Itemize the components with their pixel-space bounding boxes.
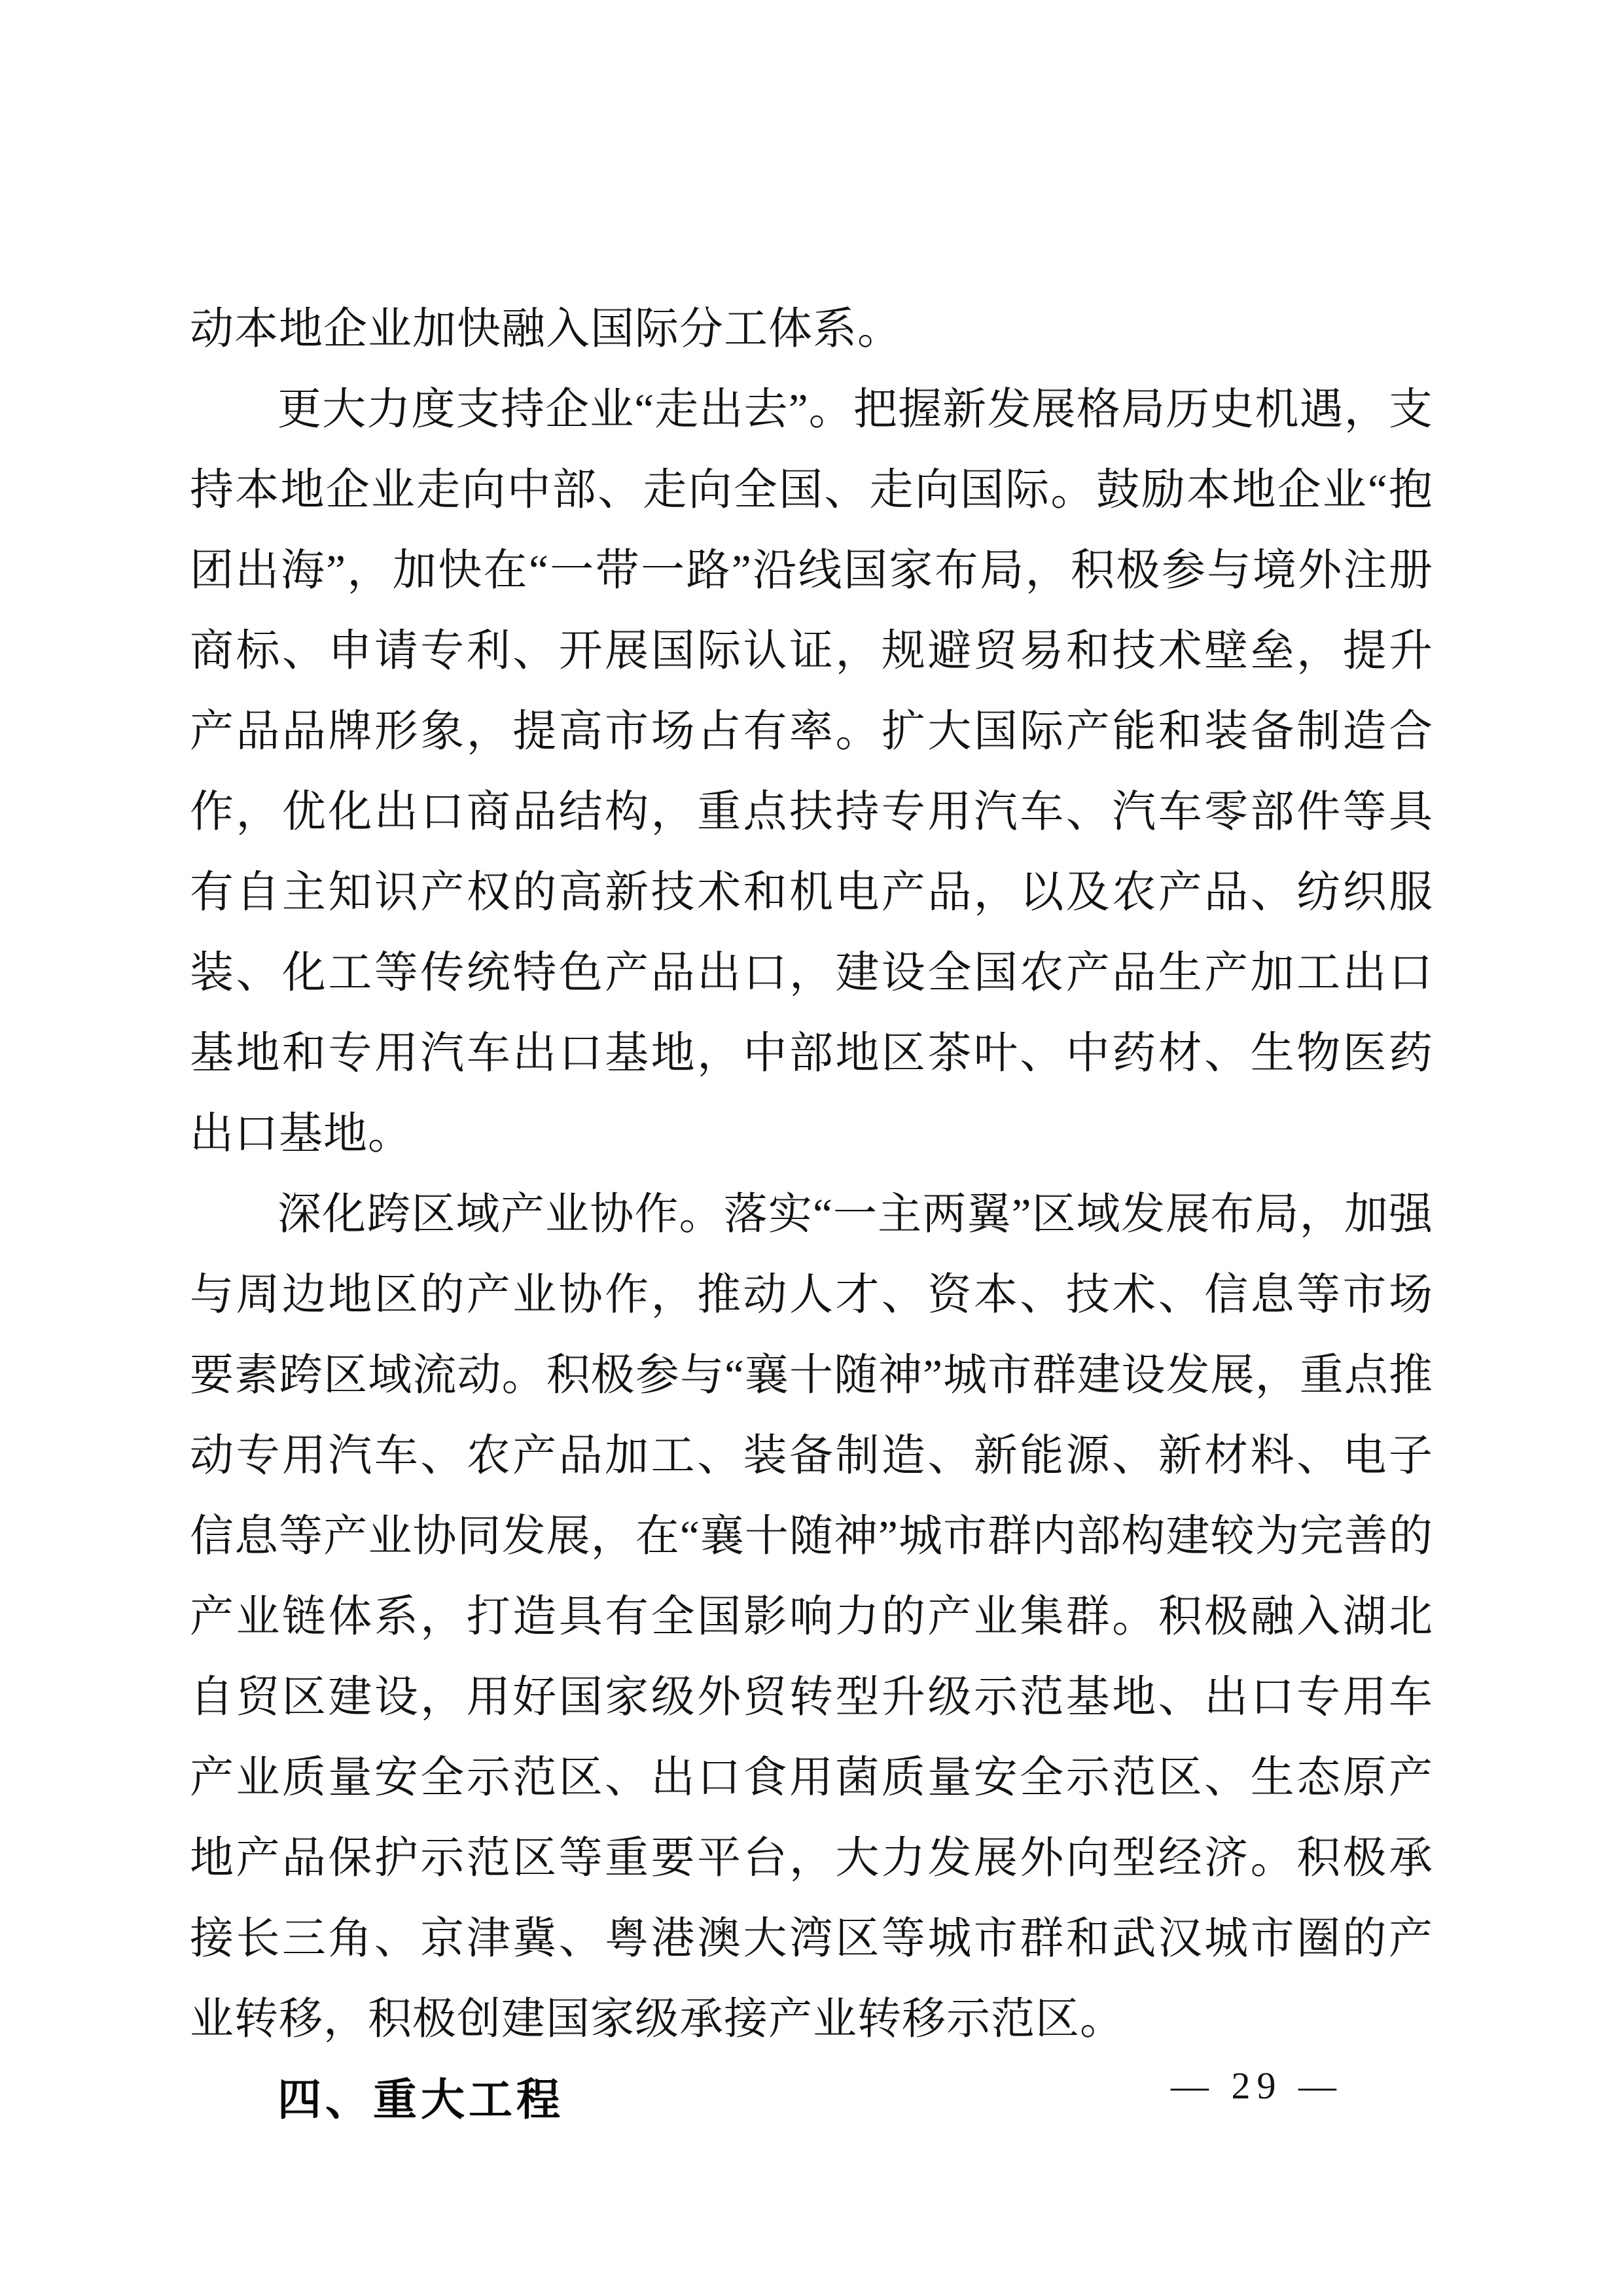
body-paragraph-regional-cooperation: 深化跨区域产业协作。落实“一主两翼”区域发展布局，加强与周边地区的产业协作，推动人才、资本、技术、信息等市场要素跨区域流动。积极参与“襄十随神”城市群建设发展，重点推动专用汽车、农产品加工、装备制造、新能源、新材料、电子信息等产业协同发展，在“襄十随神”城市群内部构建较为完善的产业链体系，打造具有全国影响力的产业集群。积极融入湖北自贸区建设，用好国家级外贸转型升级示范基地、出口专用车产业质量安全示范区、出口食用菌质量安全示范区、生态原产地产品保护示范区等重要平台，大力发展外向型经济。积极承接长三角、京津冀、粤港澳大湾区等城市群和武汉城市圈的产业转移，积极创建国家级承接产业转移示范区。: [190, 1190, 1433, 2043]
page-number: — 29 —: [1171, 2064, 1343, 2107]
section-heading: 四、重大工程: [277, 2075, 564, 2125]
body-paragraph-continuation: 动本地企业加快融入国际分工体系。: [190, 305, 902, 353]
body-paragraph-going-global: 更大力度支持企业“走出去”。把握新发展格局历史机遇，支持本地企业走向中部、走向全国、走向国际。鼓励本地企业“抱团出海”，加快在“一带一路”沿线国家布局，积极参与境外注册商标、申请专利、开展国际认证，规避贸易和技术壁垒，提升产品品牌形象，提高市场占有率。扩大国际产能和装备制造合作，优化出口商品结构，重点扶持专用汽车、汽车零部件等具有自主知识产权的高新技术和机电产品，以及农产品、纺织服装、化工等传统特色产品出口，建设全国农产品生产加工出口基地和专用汽车出口基地，中部地区茶叶、中药材、生物医药出口基地。: [190, 385, 1433, 1158]
page-body: [190, 0, 1433, 2140]
